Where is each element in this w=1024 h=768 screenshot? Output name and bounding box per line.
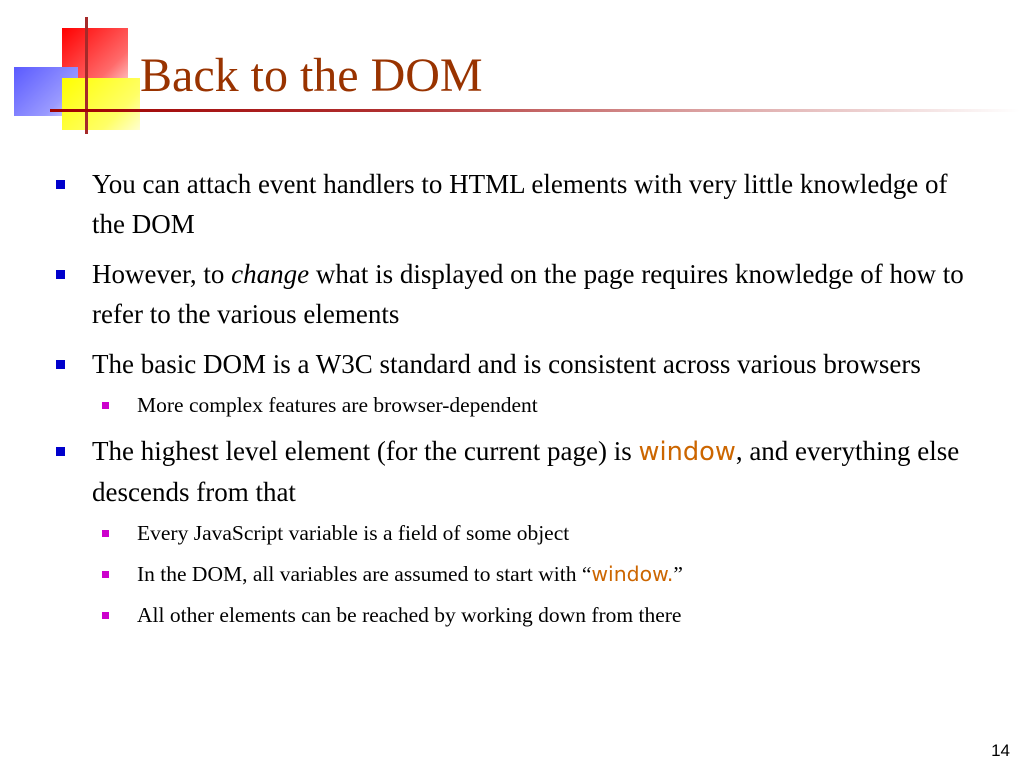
sub-bullet-text-post: ” [673, 562, 683, 586]
title-underline-rule [50, 109, 1020, 112]
bullet-text-post: what is displayed on the page requires knowledge of how to refer to the various elements [92, 259, 964, 329]
slide-title: Back to the DOM [140, 49, 483, 102]
code-keyword: window. [591, 562, 674, 586]
bullet-item [56, 164, 986, 244]
bullet-list [56, 164, 986, 641]
sub-bullet-item [102, 559, 986, 589]
bullet-text-post: , and everything else descends from that [92, 436, 960, 507]
sub-bullet-item [102, 518, 986, 548]
sub-bullet-text: Every JavaScript variable is a field of some object [137, 521, 570, 545]
code-keyword: window [638, 437, 736, 467]
sub-bullet-list [92, 518, 986, 630]
sub-bullet-text: All other elements can be reached by working down from there [137, 603, 682, 627]
sub-bullet-item [102, 600, 986, 630]
sub-bullet-list [92, 390, 986, 420]
bullet-text: The basic DOM is a W3C standard and is consistent across various browsers [92, 349, 921, 379]
bullet-text: You can attach event handlers to HTML elements with very little knowledge of the DOM [92, 169, 948, 239]
decorative-yellow-square [62, 78, 140, 130]
bullet-item [56, 254, 986, 334]
sub-bullet-text-pre: In the DOM, all variables are assumed to start with “ [137, 562, 592, 586]
bullet-item [56, 344, 986, 420]
decorative-vertical-rule [85, 17, 88, 134]
bullet-text-pre: The highest level element (for the current page) is [92, 436, 639, 466]
bullet-text-pre: However, to [92, 259, 232, 289]
bullet-item [56, 431, 986, 630]
page-number: 14 [991, 741, 1010, 760]
sub-bullet-item [102, 390, 986, 420]
bullet-emphasis: change [231, 259, 310, 289]
sub-bullet-text: More complex features are browser-dependent [137, 393, 538, 417]
